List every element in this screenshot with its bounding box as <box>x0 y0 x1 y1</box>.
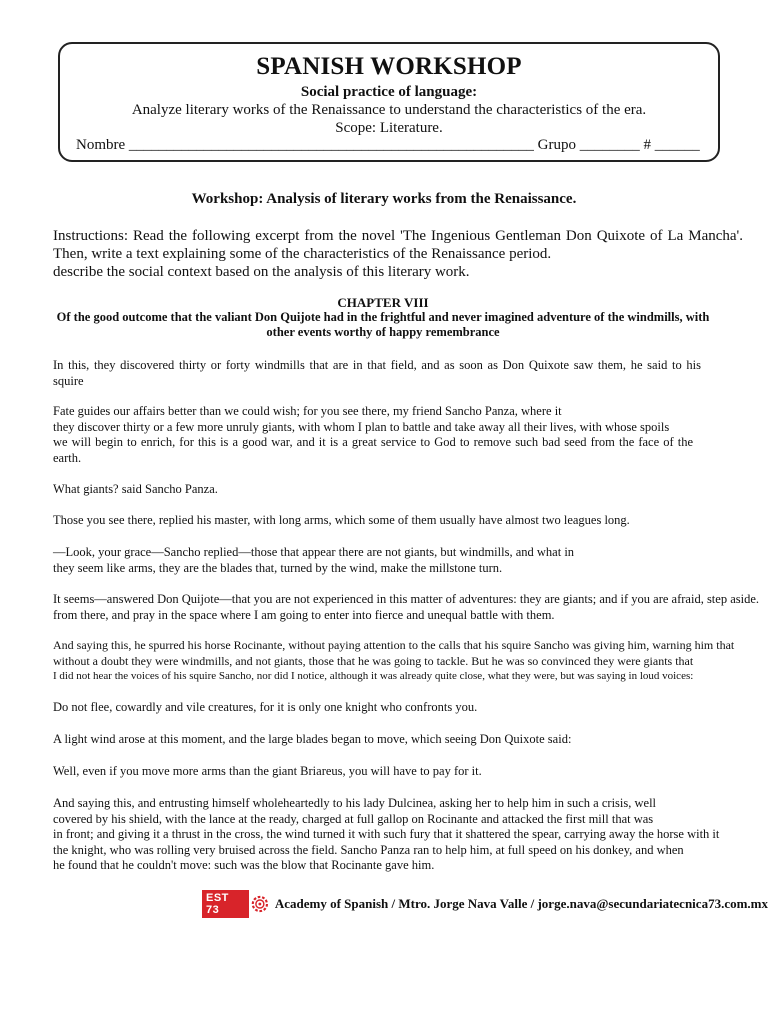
instructions-text-2: describe the social context based on the analysis of this literary work. <box>53 264 470 280</box>
paragraph-line: And saying this, and entrusting himself wholeheartedly to his lady Dulcinea, asking her to help him in such a crisis, well <box>53 796 657 810</box>
workshop-title: Workshop: Analysis of literary works from the Renaissance. <box>191 191 577 207</box>
story-paragraph <box>53 592 759 623</box>
paragraph-line: Those you see there, replied his master, with long arms, which some of them usually have almost two leagues long. <box>53 513 630 527</box>
paragraph-line: —Look, your grace—Sancho replied—those that appear there are not giants, but windmills, and what in <box>53 545 575 559</box>
story-paragraph <box>53 482 218 498</box>
paragraph-line: It seems—answered Don Quijote—that you are not experienced in this matter of adventures: they are giants; and if you are afraid, step aside. <box>53 592 760 606</box>
paragraph-line: he found that he couldn't move: such was the blow that Rocinante gave him. <box>53 858 435 872</box>
paragraph-line: earth. <box>53 450 82 465</box>
footer <box>202 893 768 915</box>
story-paragraph <box>53 732 571 748</box>
story-paragraph <box>53 358 701 389</box>
story-paragraph <box>53 796 719 874</box>
school-logo: EST 73 <box>202 890 249 918</box>
gear-emblem-icon <box>251 895 269 913</box>
paragraph-line: they seem like arms, they are the blades that, turned by the wind, make the millstone turn. <box>53 560 503 575</box>
story-paragraph <box>53 513 630 529</box>
paragraph-line: they discover thirty or a few more unruly giants, with whom I plan to battle and take away all their lives, with whose spoils <box>53 419 670 434</box>
paragraph-line: squire <box>53 373 84 388</box>
paragraph-line: covered by his shield, with the lance at the ready, charged at full gallop on Rocinante and attacked the first mill that was <box>53 811 654 826</box>
social-practice-label: Social practice of language: <box>300 84 478 100</box>
paragraph-line: Well, even if you move more arms than the giant Briareus, you will have to pay for it. <box>53 764 482 778</box>
paragraph-line: And saying this, he spurred his horse Rocinante, without paying attention to the calls that his squire Sancho was giving him, warning him that <box>53 638 735 652</box>
chapter-title-line: Of the good outcome that the valiant Don Quijote had in the frightful and never imagined adventure of the windmills, with <box>56 310 710 324</box>
student-fields-line: Nombre ______________________________________________________ Grupo ________ # ______ <box>76 137 700 153</box>
paragraph-line: without a doubt they were windmills, and not giants, those that he was going to tackle. But he was so convinced they were giants that <box>53 653 694 668</box>
story-paragraph <box>53 404 693 466</box>
paragraph-line: I did not hear the voices of his squire Sancho, nor did I notice, although it was already quite close, what they were, but was saying in loud voices: <box>53 670 694 682</box>
chapter-title-line: other events worthy of happy remembrance <box>266 325 500 339</box>
instructions-text: Instructions: Read the following excerpt from the novel 'The Ingenious Gentleman Don Quixote of La Mancha'. Then, write a text explaining some of the characteristics of the Renaissance period. <box>53 228 743 262</box>
practice-description: Analyze literary works of the Renaissance to understand the characteristics of the era. <box>131 102 647 118</box>
header-box <box>58 42 720 162</box>
paragraph-line: What giants? said Sancho Panza. <box>53 482 218 496</box>
footer-credit: Academy of Spanish / Mtro. Jorge Nava Valle / jorge.nava@secundariatecnica73.com.mx <box>274 896 768 911</box>
story-paragraph <box>53 764 482 780</box>
chapter-heading <box>53 295 713 340</box>
paragraph-line: In this, they discovered thirty or forty windmills that are in that field, and as soon as Don Quixote saw them, he said to his <box>53 358 701 372</box>
story-paragraph <box>53 638 735 685</box>
paragraph-line: A light wind arose at this moment, and the large blades began to move, which seeing Don Quixote said: <box>53 732 572 746</box>
page-title: SPANISH WORKSHOP <box>256 53 522 80</box>
chapter-number: CHAPTER VIII <box>337 295 429 310</box>
story-paragraph <box>53 700 477 716</box>
paragraph-line: from there, and pray in the space where I am going to enter into fierce and unequal battle with them. <box>53 607 555 622</box>
story-paragraph <box>53 545 574 576</box>
paragraph-line: we will begin to enrich, for this is a good war, and it is a great service to God to remove such bad seed from the face of the <box>53 435 693 449</box>
scope-text: Scope: Literature. <box>335 120 443 136</box>
paragraph-line: Fate guides our affairs better than we could wish; for you see there, my friend Sancho Panza, where it <box>53 404 562 418</box>
paragraph-line: in front; and giving it a thrust in the cross, the wind turned it with such fury that it shattered the spear, carrying away the horse with it <box>53 827 720 841</box>
paragraph-line: the knight, who was rolling very bruised across the field. Sancho Panza ran to help him, at full speed on his donkey, and when <box>53 842 684 857</box>
instructions <box>53 227 743 281</box>
paragraph-line: Do not flee, cowardly and vile creatures, for it is only one knight who confronts you. <box>53 700 478 714</box>
